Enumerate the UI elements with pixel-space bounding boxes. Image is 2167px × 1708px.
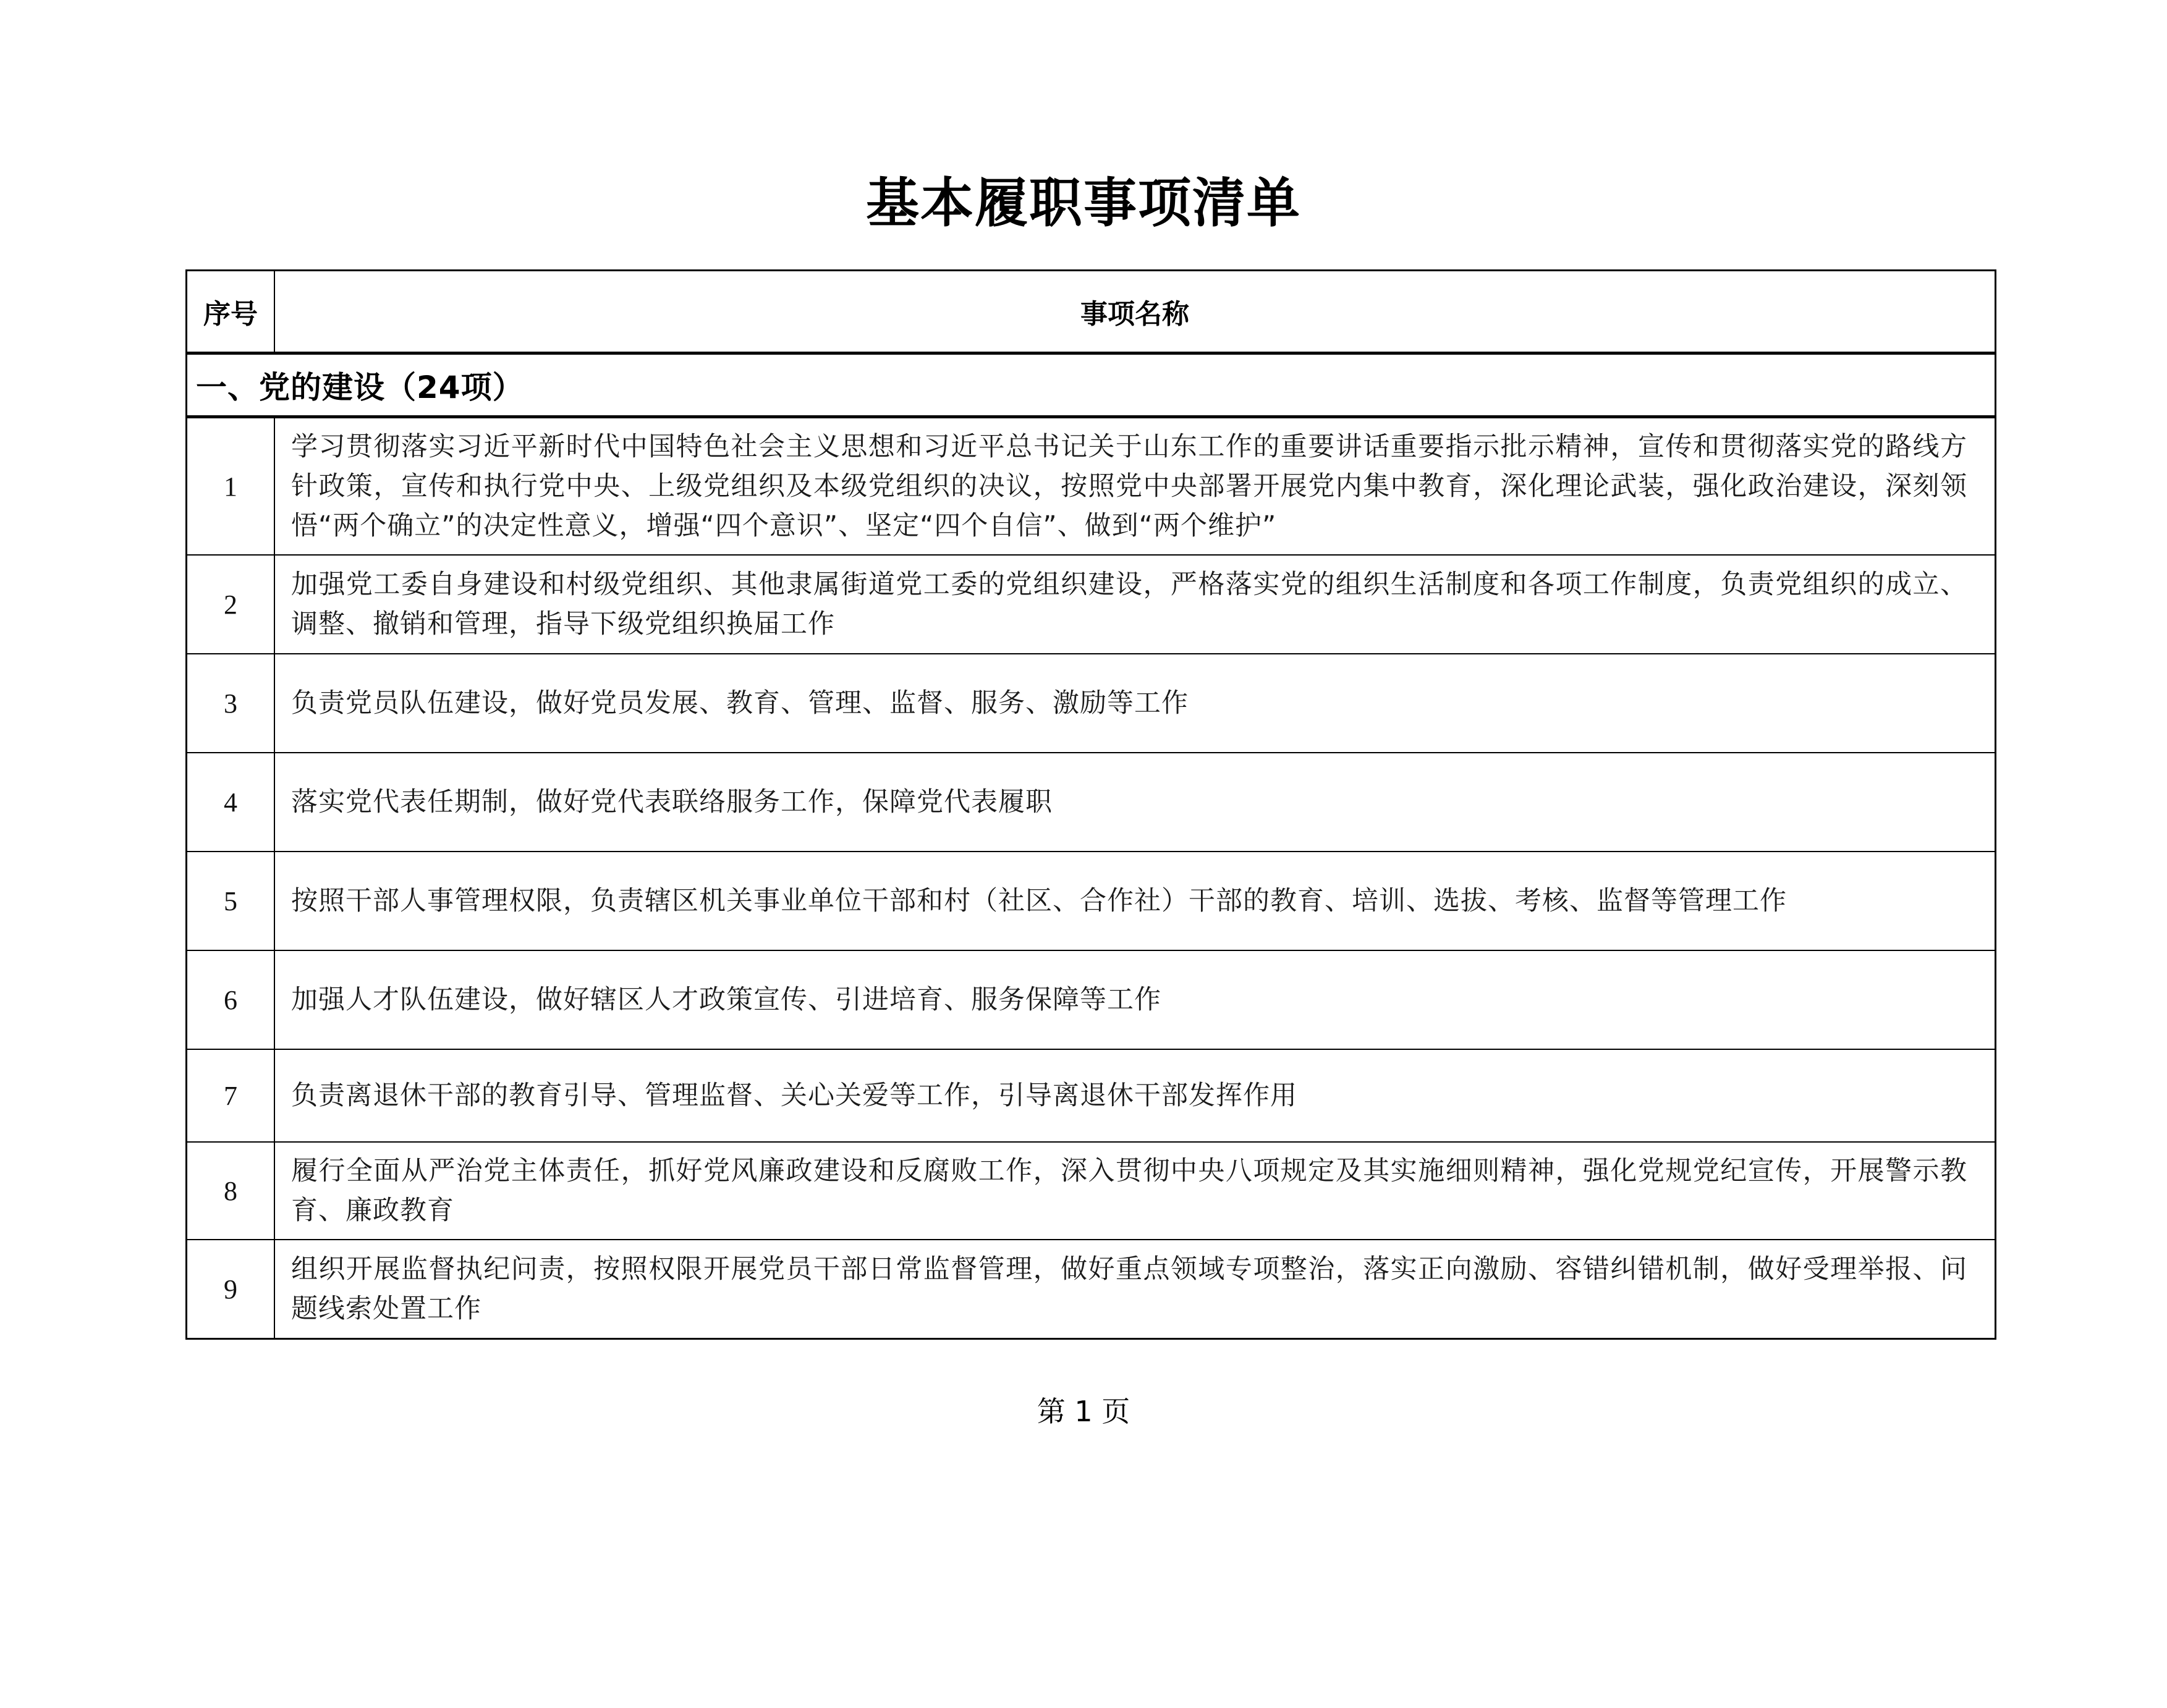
table-row: [187, 852, 1995, 951]
row-item-text: 学习贯彻落实习近平新时代中国特色社会主义思想和习近平总书记关于山东工作的重要讲话重要指示批示精神，宣传和贯彻落实党的路线方针政策，宣传和执行党中央、上级党组织及本级党组织的决议，按照党中央部署开展党内集中教育，深化理论武装，强化政治建设，深刻领悟“两个确立”的决定性意义，增强“四个意识”、坚定“四个自信”、做到“两个维护”: [291, 431, 1967, 541]
table-row: [187, 1240, 1995, 1338]
row-number-cell: 1: [187, 418, 275, 554]
table-row: [187, 556, 1995, 654]
section-header-party-building: 一、党的建设（24项）: [187, 355, 1995, 418]
table-row: [187, 1143, 1995, 1240]
table-row: [187, 753, 1995, 852]
row-item-text: 负责党员队伍建设，做好党员发展、教育、管理、监督、服务、激励等工作: [291, 688, 1189, 719]
row-item-text-cell: [275, 753, 1995, 851]
row-number-cell: 5: [187, 852, 275, 950]
row-item-text-cell: [275, 654, 1995, 752]
table-body: [187, 418, 1995, 1338]
table-row: [187, 951, 1995, 1050]
duties-table: [185, 269, 1996, 1340]
row-number-cell: 9: [187, 1240, 275, 1338]
row-item-text: 按照干部人事管理权限，负责辖区机关事业单位干部和村（社区、合作社）干部的教育、培训、选拔、考核、监督等管理工作: [291, 886, 1787, 916]
table-row: [187, 418, 1995, 556]
header-cell-index: 序号: [187, 271, 275, 352]
row-item-text-cell: [275, 556, 1995, 653]
row-item-text: 加强人才队伍建设，做好辖区人才政策宣传、引进培育、服务保障等工作: [291, 984, 1161, 1015]
row-item-text-cell: [275, 951, 1995, 1049]
page-footer: 第 1 页: [1037, 1395, 1130, 1428]
row-item-text: 组织开展监督执纪问责，按照权限开展党员干部日常监督管理，做好重点领域专项整治，落实正向激励、容错纠错机制，做好受理举报、问题线索处置工作: [291, 1254, 1967, 1324]
row-item-text-cell: [275, 418, 1995, 554]
row-item-text: 履行全面从严治党主体责任，抓好党风廉政建设和反腐败工作，深入贯彻中央八项规定及其实施细则精神，强化党规党纪宣传，开展警示教育、廉政教育: [291, 1156, 1967, 1226]
table-row: [187, 654, 1995, 753]
document-page: [0, 172, 2167, 1708]
header-cell-item-name: 事项名称: [1080, 298, 1189, 330]
row-number-cell: 7: [187, 1050, 275, 1141]
row-item-text: 负责离退休干部的教育引导、管理监督、关心关爱等工作，引导离退休干部发挥作用: [291, 1080, 1297, 1111]
row-number-cell: 3: [187, 654, 275, 752]
row-item-text: 落实党代表任期制，做好党代表联络服务工作，保障党代表履职: [291, 787, 1053, 818]
table-row: [187, 1050, 1995, 1143]
row-item-text-cell: [275, 1143, 1995, 1239]
row-item-text-cell: [275, 852, 1995, 950]
row-number-cell: 8: [187, 1143, 275, 1239]
row-number-cell: 6: [187, 951, 275, 1049]
row-item-text: 加强党工委自身建设和村级党组织、其他隶属街道党工委的党组织建设，严格落实党的组织生活制度和各项工作制度，负责党组织的成立、调整、撤销和管理，指导下级党组织换届工作: [291, 569, 1967, 640]
row-number-cell: 4: [187, 753, 275, 851]
page-title: 基本履职事项清单: [866, 172, 1301, 234]
table-header-row: [187, 271, 1995, 355]
row-item-text-cell: [275, 1240, 1995, 1338]
row-number-cell: 2: [187, 556, 275, 653]
row-item-text-cell: [275, 1050, 1995, 1141]
